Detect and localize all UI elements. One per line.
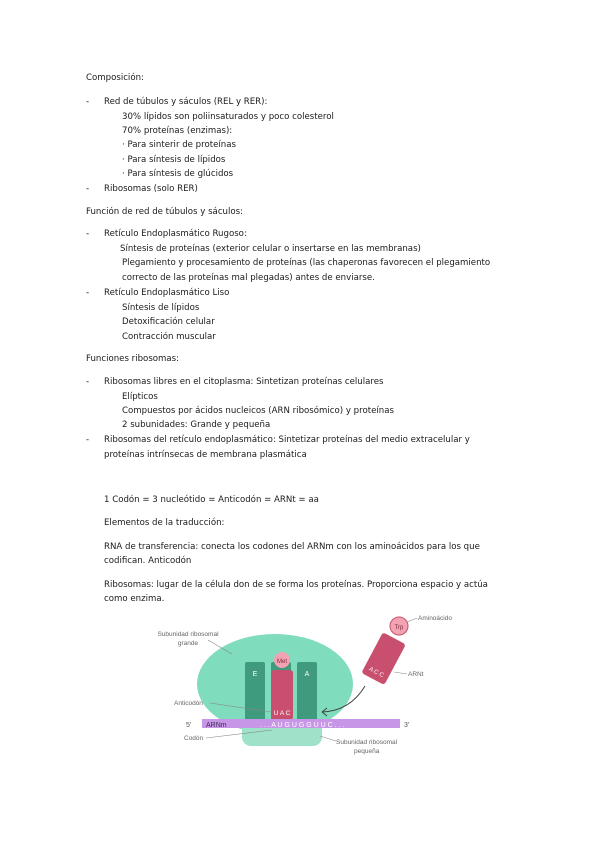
sub-item: Contracción muscular [122,332,216,342]
sub-item: · Para síntesis de glúcidos [122,169,234,179]
heading-composicion: Composición: [86,73,144,83]
heading-elementos-traduccion: Elementos de la traducción: [104,518,225,528]
list-item: Retículo Endoplasmático Rugoso: [104,229,247,239]
met-label: Met [276,659,288,665]
trp-label: Trp [394,625,404,631]
mrna-3prime: 3' [404,722,410,729]
site-a-label: A [304,671,310,678]
paragraph-rna-transferencia-cont: codifican. Anticodón [104,556,192,566]
mrna-5prime: 5' [186,722,192,729]
sub-item: Plegamiento y procesamiento de proteínas (las chaperonas favorecen el plegamiento [122,258,491,268]
label-subunidad-grande-2: grande [177,640,199,647]
sub-item: Síntesis de proteínas (exterior celular o insertarse en las membranas) [120,244,421,254]
paragraph-rna-transferencia: RNA de transferencia: conecta los codones del ARNm con los aminoácidos para los que [104,542,480,552]
label-subunidad-pequena-2: pequeña [354,748,380,755]
codon-equation: 1 Codón = 3 nucleótido = Anticodón = ARNt = aa [104,495,319,505]
sub-item: Síntesis de lípidos [122,303,200,313]
label-subunidad-pequena-1: Subunidad ribosomal [336,739,398,746]
list-item: Ribosomas libres en el citoplasma: Sintetizan proteínas celulares [104,377,384,387]
sub-item: correcto de las proteínas mal plegadas) antes de enviarse. [122,273,375,283]
uac-label: U A C [273,710,291,717]
sub-item: Elípticos [122,392,158,402]
label-arnt: ARNt [408,671,424,678]
bullet-dash: - [86,435,90,445]
sub-item: Detoxificación celular [122,317,215,327]
incoming-trna-body [361,632,406,685]
paragraph-ribosomas: Ribosomas: lugar de la célula don de se forma los proteínas. Proporciona espacio y actúa [104,580,488,590]
list-item: Ribosomas (solo RER) [104,184,198,194]
list-item-continued: proteínas intrínsecas de membrana plasmática [104,450,307,460]
heading-funciones-ribosomas: Funciones ribosomas: [86,354,180,364]
incoming-trna [361,632,406,685]
sub-item: 2 subunidades: Grande y pequeña [122,420,271,430]
sub-item: 70% proteínas (enzimas): [122,126,233,136]
bullet-dash: - [86,97,90,107]
ribosome-translation-diagram [150,606,470,766]
label-aminoacido: Aminoácido [418,615,452,622]
bullet-dash: - [86,377,90,387]
leader-line-aminoacido [407,618,417,622]
site-e-label: E [252,671,258,678]
acc-label: A C C [367,666,385,680]
list-item: Red de túbulos y sáculos (REL y RER): [104,97,268,107]
list-item: Ribosomas del retículo endoplasmático: Sintetizar proteínas del medio extracelular y [104,435,470,445]
bullet-dash: - [86,229,90,239]
label-subunidad-grande-1: Subunidad ribosomal [157,631,219,638]
label-anticodon: Anticodón [174,700,203,707]
heading-funcion-red: Función de red de túbulos y sáculos: [86,207,244,217]
mrna-label: ARNm [206,722,227,729]
sub-item: Compuestos por ácidos nucleicos (ARN ribosómico) y proteínas [122,406,394,416]
mrna-sequence: . . . A U G U G G U U C . . . [260,722,345,729]
label-codon: Codón [184,735,204,742]
leader-line-arnt [394,672,407,674]
sub-item: 30% lípidos son poliinsaturados y poco colesterol [122,112,334,122]
leader-line-pequena [320,736,336,741]
paragraph-ribosomas-cont: como enzima. [104,594,165,604]
bullet-dash: - [86,184,90,194]
sub-item: · Para síntesis de lípidos [122,155,226,165]
bullet-dash: - [86,288,90,298]
list-item: Retículo Endoplasmático Liso [104,288,230,298]
sub-item: · Para sinterir de proteínas [122,140,236,150]
